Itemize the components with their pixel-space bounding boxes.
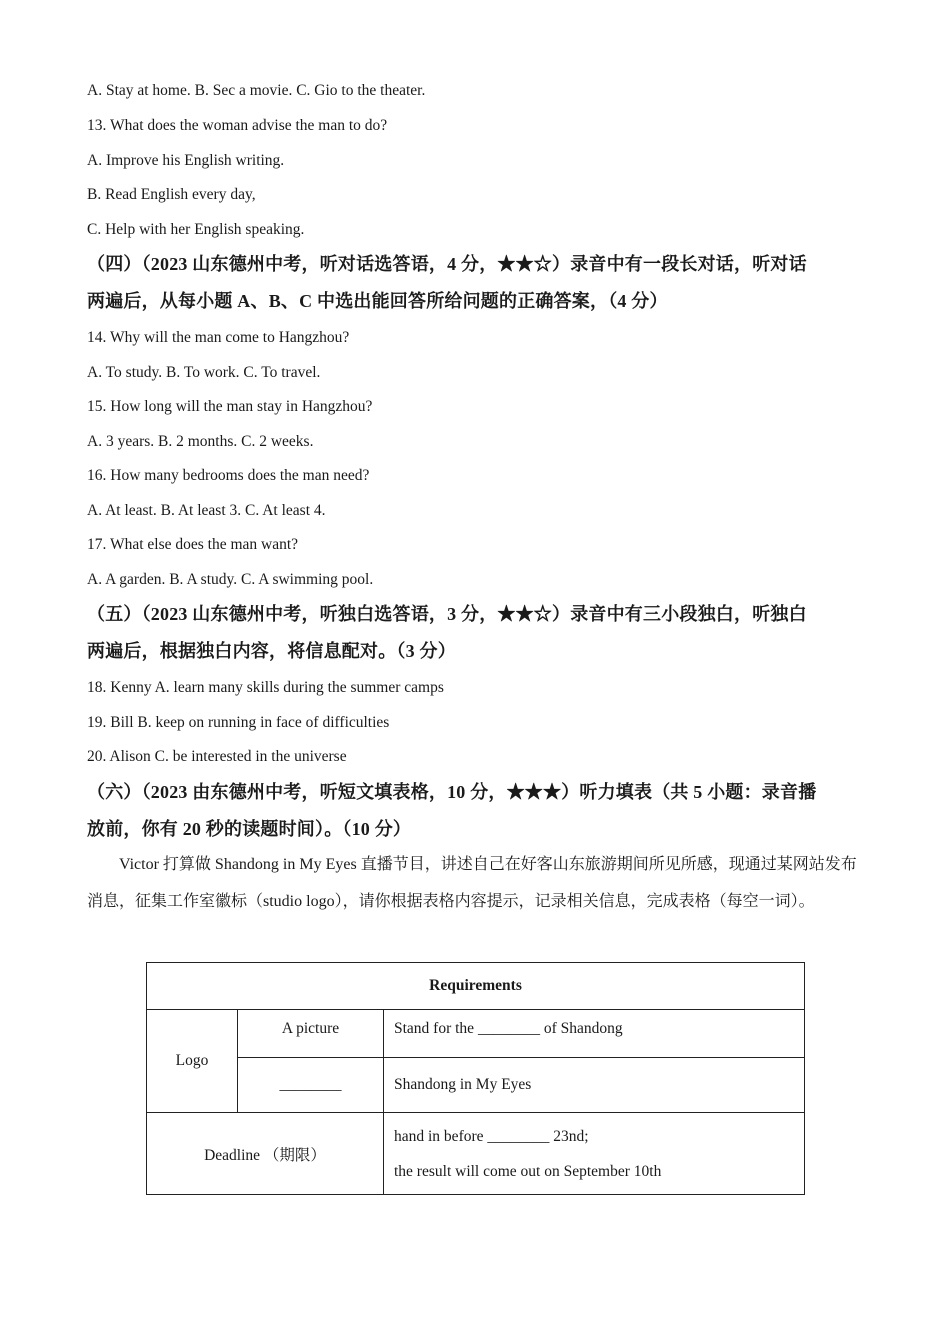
requirements-table [146,962,805,1195]
q15-options: A. 3 years. B. 2 months. C. 2 weeks. [87,433,314,450]
section-6-heading-line2: 放前，你有 20 秒的读题时间）。（10 分） [87,819,412,839]
picture-label: A picture [238,1010,384,1058]
section-5-heading-line2: 两遍后，根据独白内容，将信息配对。（3 分） [87,641,456,661]
q15-question: 15. How long will the man stay in Hangzhou? [87,398,373,415]
q16-options: A. At least. B. At least 3. C. At least 4. [87,502,326,519]
picture-value: Stand for the ________ of Shandong [384,1010,805,1058]
q13-option-a: A. Improve his English writing. [87,152,285,169]
q17-question: 17. What else does the man want? [87,536,299,553]
section-5-heading-line1: （五）（2023 山东德州中考，听独白选答语，3 分，★★☆）录音中有三小段独白，听独白 [87,604,807,624]
q16-question: 16. How many bedrooms does the man need? [87,467,370,484]
q14-question: 14. Why will the man come to Hangzhou? [87,329,350,346]
q13-option-b: B. Read English every day, [87,186,256,203]
section-6-instructions: Victor 打算做 Shandong in My Eyes 直播节目，讲述自己在好客山东旅游期间所见所感，现通过某网站发布消息，征集工作室徽标（studio logo），请你根据表格内容提示，记录相关信息，完成表格（每空一词）。 [87,856,857,910]
logo-label: Logo [147,1010,238,1113]
deadline-line-2: the result will come out on September 10th [394,1162,662,1180]
table-header: Requirements [147,963,805,1010]
deadline-label: Deadline （期限） [147,1113,384,1195]
q18-match: 18. Kenny A. learn many skills during the summer camps [87,679,444,696]
q13-question: 13. What does the woman advise the man to do? [87,117,388,134]
deadline-line-1: hand in before ________ 23nd; [394,1127,589,1145]
q17-options: A. A garden. B. A study. C. A swimming pool. [87,571,374,588]
deadline-value [384,1113,805,1195]
q20-match: 20. Alison C. be interested in the universe [87,748,347,765]
section-6-heading-line1: （六）（2023 由东德州中考，听短文填表格，10 分，★★★）听力填表（共 5 小题：录音播 [87,782,817,802]
title-value: Shandong in My Eyes [384,1058,805,1113]
q19-match: 19. Bill B. keep on running in face of difficulties [87,714,390,731]
blank-label-cell: ________ [238,1058,384,1113]
q13-option-c: C. Help with her English speaking. [87,221,305,238]
q12-options: A. Stay at home. B. Sec a movie. C. Gio to the theater. [87,82,426,99]
section-4-heading-line1: （四）（2023 山东德州中考，听对话选答语，4 分，★★☆）录音中有一段长对话，听对话 [87,254,807,274]
q14-options: A. To study. B. To work. C. To travel. [87,364,321,381]
section-4-heading-line2: 两遍后，从每小题 A、B、C 中选出能回答所给问题的正确答案，（4 分） [87,291,668,311]
